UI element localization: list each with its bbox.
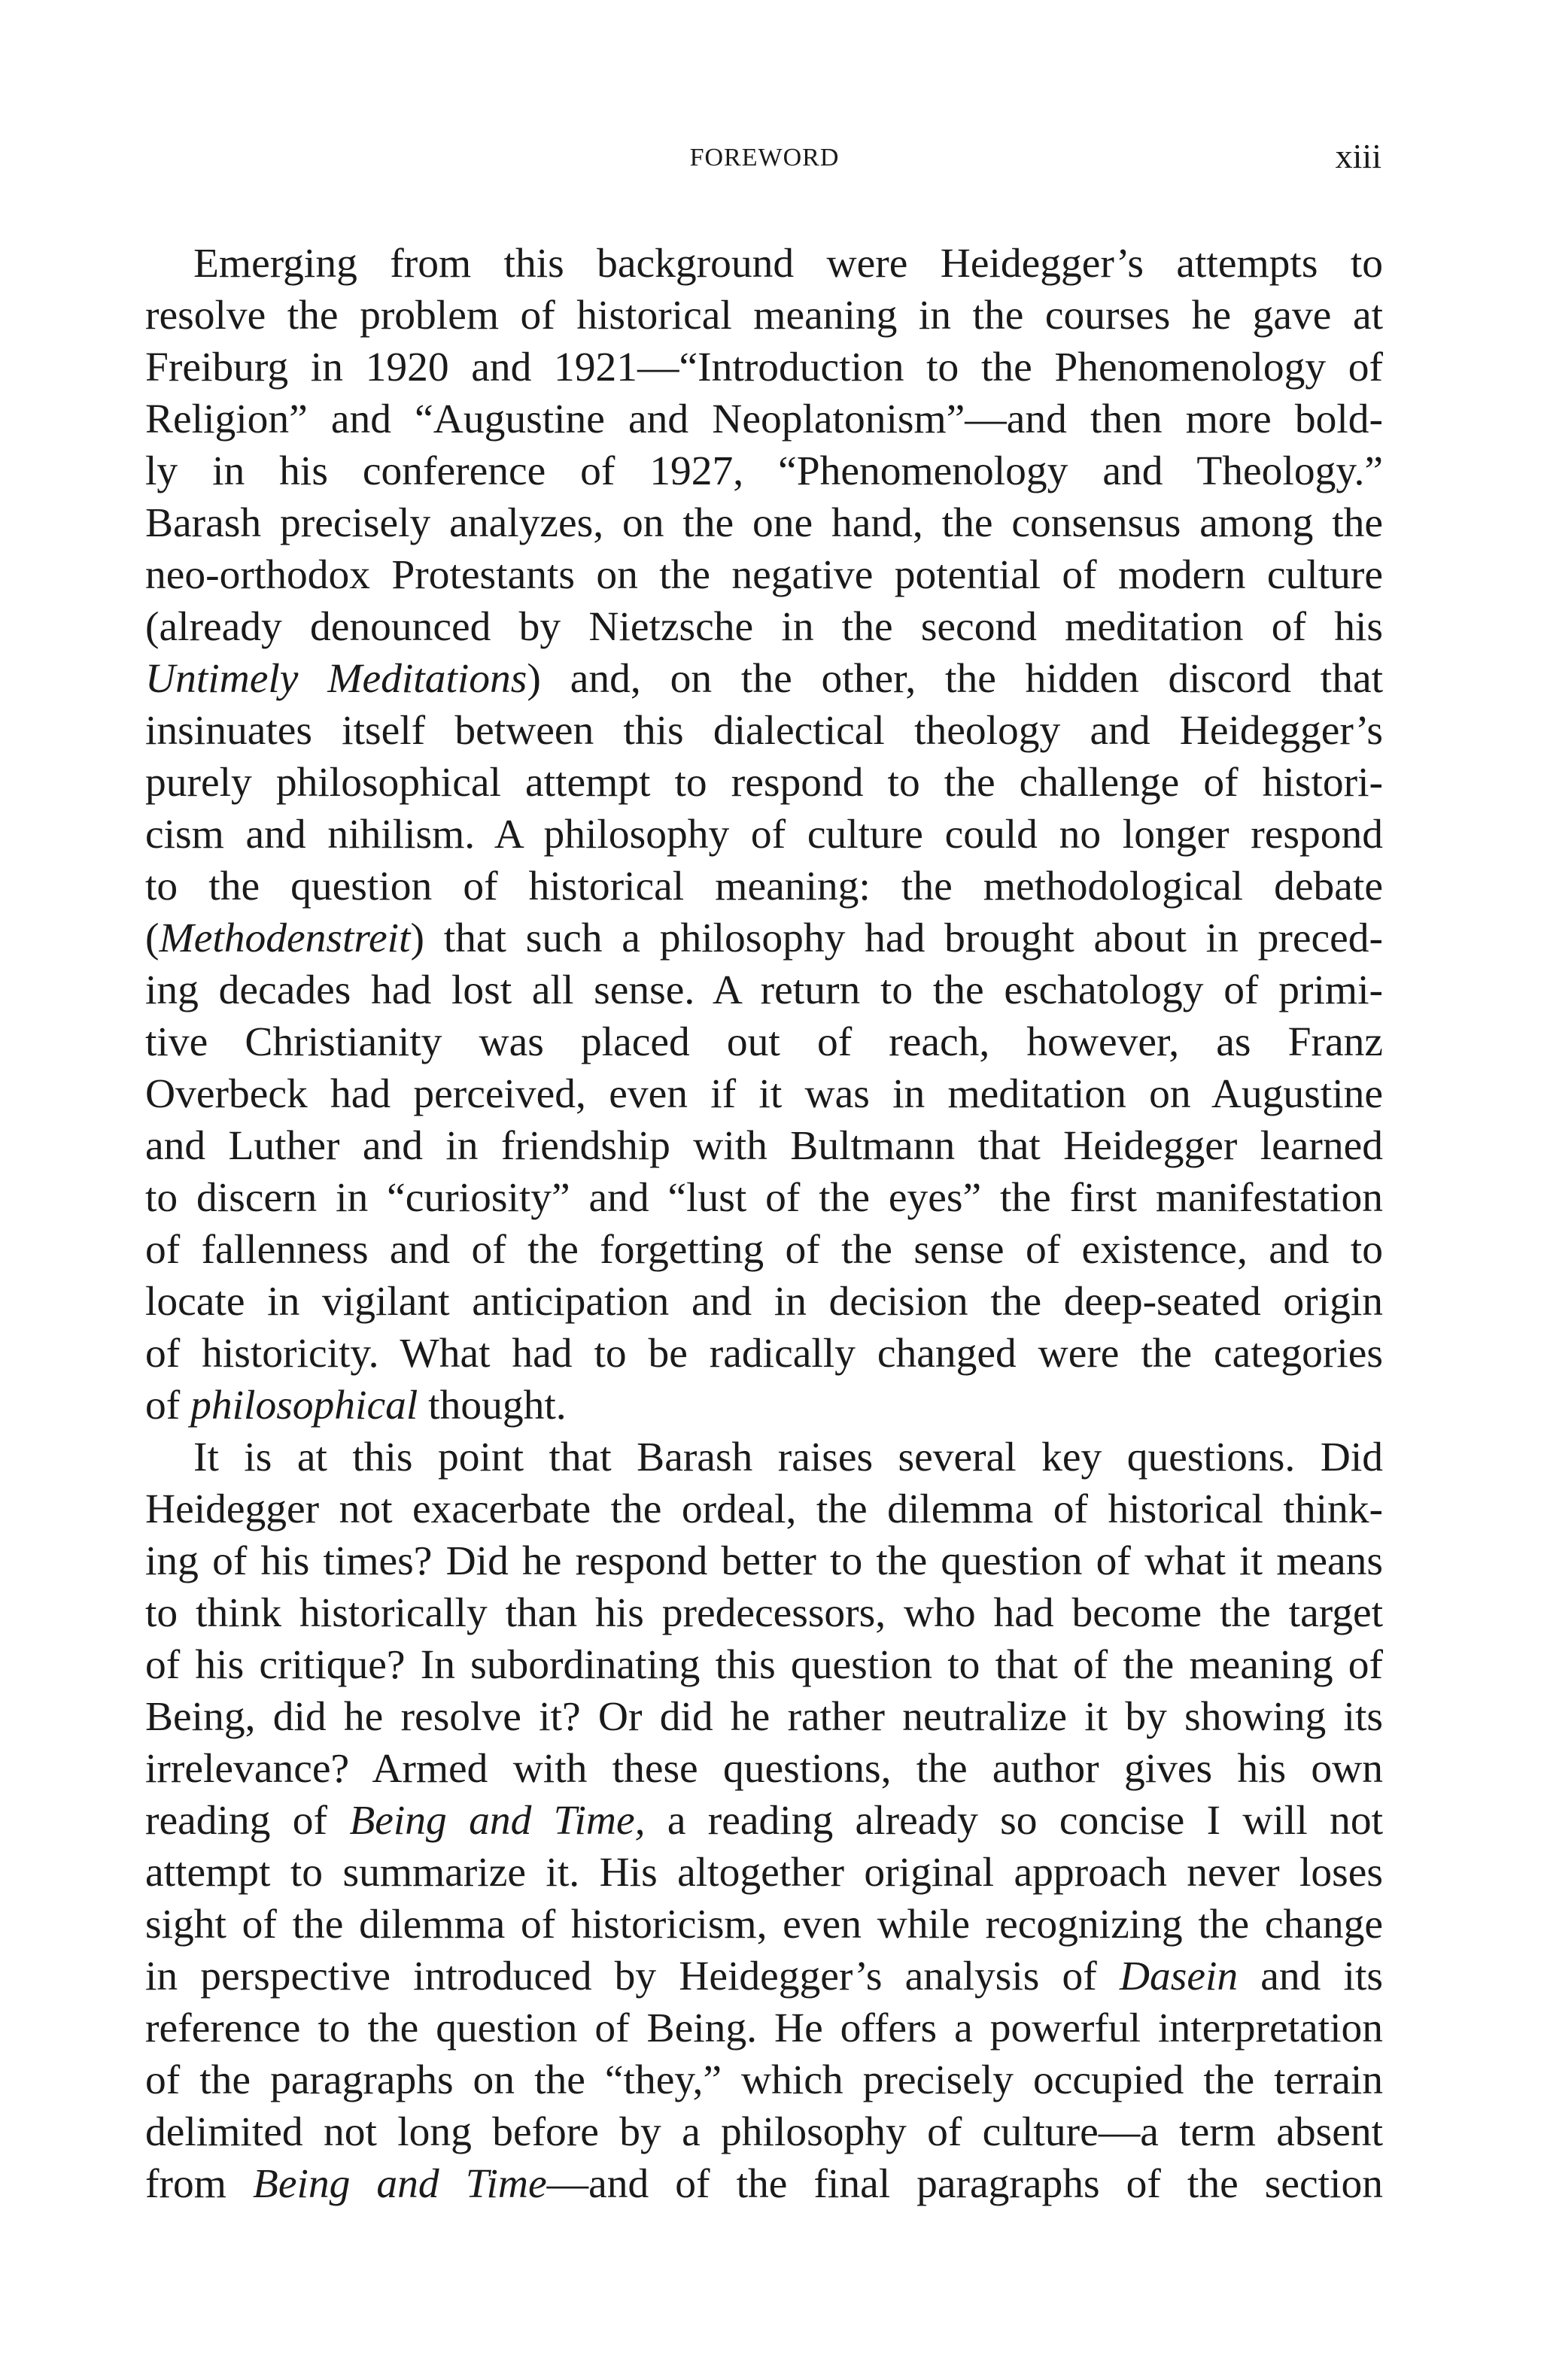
text-segment: ing decades had lost all sense. A return to the eschatology of primi-	[145, 967, 1383, 1013]
text-segment: of	[145, 1383, 191, 1428]
text-line	[145, 290, 1383, 342]
text-line	[145, 1795, 1383, 1847]
text-line	[145, 861, 1383, 912]
text-line	[145, 1587, 1383, 1639]
text-line	[145, 964, 1383, 1016]
text-segment: in perspective introduced by Heidegger’s analysis of	[145, 1953, 1120, 1999]
text-segment: reading of	[145, 1798, 350, 1844]
text-segment: purely philosophical attempt to respond to the challenge of histori-	[145, 760, 1383, 806]
text-segment: attempt to summarize it. His altogether original approach never loses	[145, 1850, 1383, 1896]
text-line	[145, 1276, 1383, 1328]
paragraph	[145, 1431, 1383, 2210]
text-segment: from	[145, 2161, 253, 2207]
text-segment: sight of the dilemma of historicism, even while recognizing the change	[145, 1902, 1383, 1947]
text-segment: —and of the final paragraphs of the section	[546, 2161, 1383, 2207]
text-line	[145, 1016, 1383, 1068]
text-segment: and Luther and in friendship with Bultmann that Heidegger learned	[145, 1123, 1383, 1169]
body-text	[145, 238, 1383, 2210]
text-line	[145, 445, 1383, 497]
text-line	[145, 497, 1383, 549]
text-line	[145, 549, 1383, 601]
text-line	[145, 342, 1383, 393]
italic-text: Untimely Meditations	[145, 656, 527, 702]
text-segment: delimited not long before by a philosophy of culture—a term absent	[145, 2109, 1383, 2155]
text-line	[145, 1120, 1383, 1172]
text-line	[145, 601, 1383, 653]
text-segment: (	[145, 915, 160, 961]
text-line	[145, 1535, 1383, 1587]
text-line	[145, 1328, 1383, 1380]
text-line	[145, 1743, 1383, 1795]
text-segment: a reading already so concise I will not	[645, 1798, 1383, 1844]
text-segment: It is at this point that Barash raises several key questions. Did	[193, 1434, 1383, 1480]
text-line	[145, 2054, 1383, 2106]
text-line	[145, 1068, 1383, 1120]
text-line	[145, 912, 1383, 964]
text-segment: ing of his times? Did he respond better to the question of what it means	[145, 1538, 1383, 1584]
text-segment: of his critique? In subordinating this question to that of the meaning of	[145, 1642, 1383, 1688]
text-segment: to discern in “curiosity” and “lust of the eyes” the first manifestation	[145, 1175, 1383, 1221]
text-segment: insinuates itself between this dialectical theology and Heidegger’s	[145, 708, 1383, 754]
text-line	[145, 1950, 1383, 2002]
running-head	[147, 137, 1381, 187]
text-line	[145, 757, 1383, 809]
text-segment: (already denounced by Nietzsche in the second meditation of his	[145, 604, 1383, 650]
text-line	[145, 809, 1383, 861]
text-line	[145, 2106, 1383, 2158]
italic-text: philosophical	[190, 1383, 418, 1428]
text-segment: of the paragraphs on the “they,” which precisely occupied the terrain	[145, 2057, 1383, 2103]
text-line	[145, 2002, 1383, 2054]
text-segment: to the question of historical meaning: the methodological debate	[145, 864, 1383, 909]
text-segment: and its	[1238, 1953, 1383, 1999]
text-segment: Barash precisely analyzes, on the one hand, the consensus among the	[145, 500, 1383, 546]
text-segment: of historicity. What had to be radically changed were the categories	[145, 1331, 1383, 1377]
text-line	[145, 1431, 1383, 1483]
text-segment: Religion” and “Augustine and Neoplatonism”—and then more bold-	[145, 396, 1383, 442]
text-line	[145, 393, 1383, 445]
text-line	[145, 1224, 1383, 1276]
text-line	[145, 1899, 1383, 1950]
text-segment: Overbeck had perceived, even if it was in meditation on Augustine	[145, 1071, 1383, 1117]
italic-text: Being and Time,	[349, 1798, 646, 1844]
text-segment: irrelevance? Armed with these questions, the author gives his own	[145, 1746, 1383, 1792]
text-segment: neo-orthodox Protestants on the negative potential of modern culture	[145, 552, 1383, 598]
text-segment: Emerging from this background were Heidegger’s attempts to	[193, 241, 1383, 287]
text-segment: thought.	[418, 1383, 567, 1428]
text-segment: cism and nihilism. A philosophy of culture could no longer respond	[145, 812, 1383, 858]
italic-text: Dasein	[1119, 1953, 1239, 1999]
text-segment: resolve the problem of historical meaning in the courses he gave at	[145, 293, 1383, 338]
text-segment: of fallenness and of the forgetting of the sense of existence, and to	[145, 1227, 1383, 1273]
page-number: xiii	[1335, 137, 1381, 175]
text-segment: to think historically than his predecessors, who had become the target	[145, 1590, 1383, 1636]
text-line	[145, 1847, 1383, 1899]
text-line	[145, 705, 1383, 757]
text-segment: Heidegger not exacerbate the ordeal, the dilemma of historical think-	[145, 1486, 1383, 1532]
text-line	[145, 653, 1383, 705]
running-title: FOREWORD	[689, 144, 840, 172]
text-segment: Being, did he resolve it? Or did he rather neutralize it by showing its	[145, 1694, 1383, 1740]
text-segment: ly in his conference of 1927, “Phenomenology and Theology.”	[145, 448, 1383, 494]
text-segment: reference to the question of Being. He offers a powerful interpretation	[145, 2005, 1383, 2051]
text-segment: Freiburg in 1920 and 1921—“Introduction to the Phenomenology of	[145, 345, 1383, 390]
text-line	[145, 238, 1383, 290]
paragraph	[145, 238, 1383, 1431]
text-line	[145, 1483, 1383, 1535]
italic-text: Methodenstreit	[159, 915, 411, 961]
text-segment: locate in vigilant anticipation and in decision the deep-seated origin	[145, 1279, 1383, 1325]
italic-text: Being and Time	[252, 2161, 547, 2207]
text-segment: tive Christianity was placed out of reach, however, as Franz	[145, 1019, 1383, 1065]
text-segment: ) that such a philosophy had brought about in preced-	[410, 915, 1383, 961]
text-segment: ) and, on the other, the hidden discord that	[527, 656, 1383, 702]
text-line	[145, 1380, 1383, 1431]
text-line	[145, 1691, 1383, 1743]
text-line	[145, 1172, 1383, 1224]
text-line	[145, 1639, 1383, 1691]
text-line	[145, 2158, 1383, 2210]
